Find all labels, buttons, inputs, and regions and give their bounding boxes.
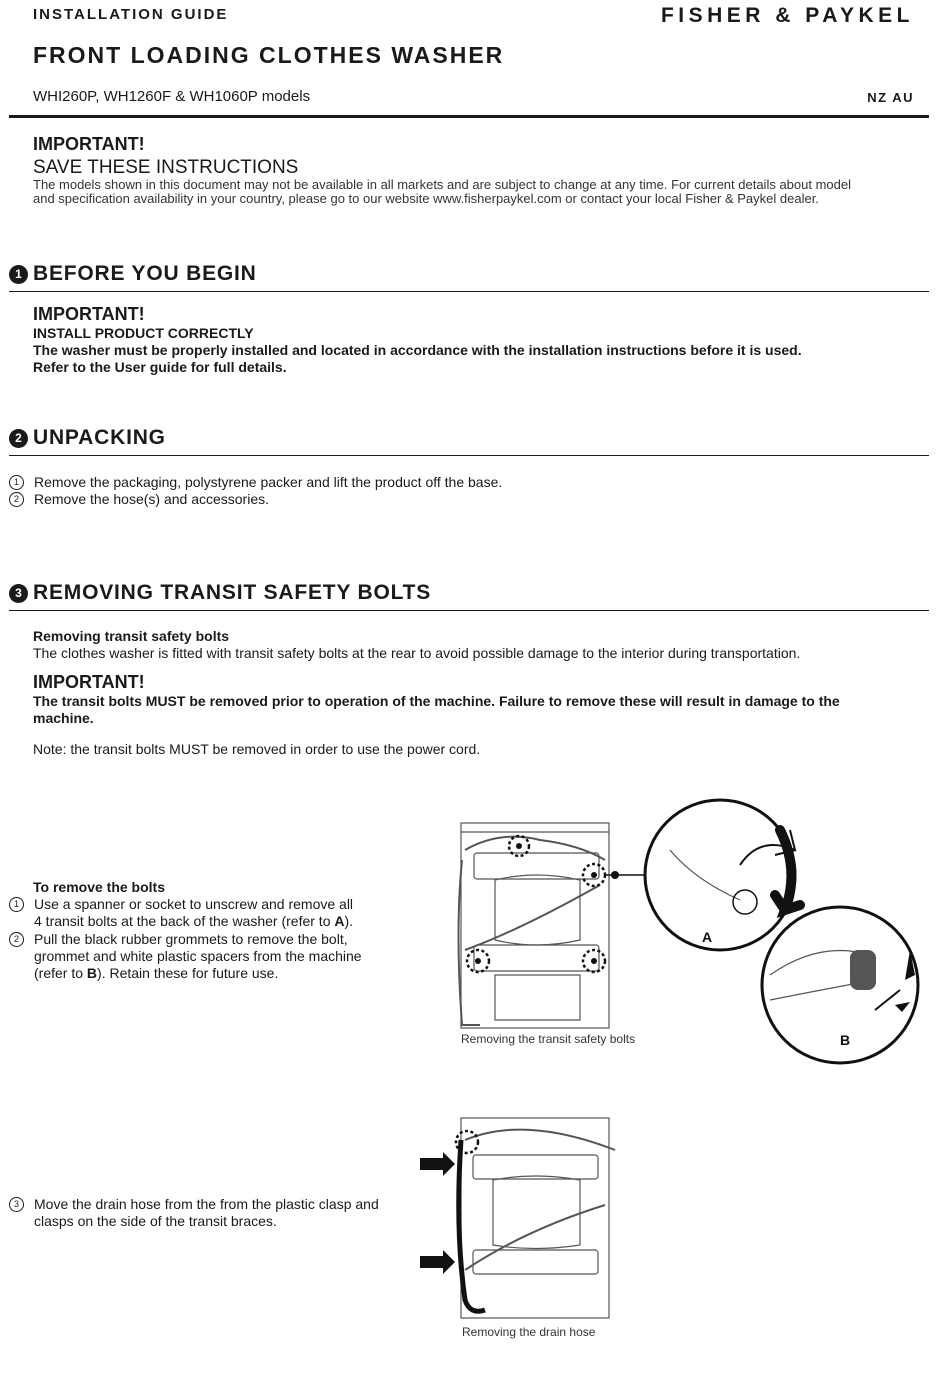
availability-note-line: and specification availability in your country, please go to our website www.fisherpaykel.com or contact your local Fisher & Paykel dealer. (33, 191, 819, 206)
transit-bolts-description: The clothes washer is fitted with transit safety bolts at the rear to avoid possible damage to the interior during transportation. (33, 645, 801, 661)
models-line: WHI260P, WH1260F & WH1060P models (33, 88, 311, 105)
figure-caption: Removing the drain hose (462, 1325, 596, 1339)
step-text: grommet and white plastic spacers from the machine (34, 948, 362, 964)
section-number: 2 (9, 429, 28, 448)
step-text: Remove the hose(s) and accessories. (34, 491, 269, 507)
step-number: 2 (9, 932, 24, 947)
transit-bolts-illustration (440, 790, 945, 1065)
power-cord-note: Note: the transit bolts MUST be removed in order to use the power cord. (33, 741, 481, 757)
list-item (9, 491, 269, 508)
figure-caption: Removing the transit safety bolts (461, 1032, 636, 1046)
availability-note (33, 178, 948, 206)
transit-warning-line: The transit bolts MUST be removed prior to operation of the machine. Failure to remove these will result in damage to the (33, 693, 840, 709)
list-item (9, 931, 362, 982)
brand-logo: FISHER & PAYKEL (660, 4, 914, 27)
header-divider (9, 115, 929, 118)
section-divider (9, 610, 929, 611)
section-number: 3 (9, 584, 28, 603)
remove-bolts-heading: To remove the bolts (33, 879, 165, 895)
step-text: Move the drain hose from the from the plastic clasp and (34, 1196, 379, 1212)
guide-label: INSTALLATION GUIDE (33, 6, 229, 23)
step-number: 2 (9, 492, 24, 507)
section-before-you-begin (9, 262, 257, 286)
intro-important: IMPORTANT! (33, 134, 145, 154)
section-number: 1 (9, 265, 28, 284)
section-title: REMOVING TRANSIT SAFETY BOLTS (33, 581, 432, 604)
step-number: 1 (9, 897, 24, 912)
section3-important: IMPORTANT! (33, 672, 145, 692)
save-instructions: SAVE THESE INSTRUCTIONS (33, 157, 299, 178)
install-correctly-heading: INSTALL PRODUCT CORRECTLY (33, 325, 254, 341)
transit-bolts-subheading: Removing transit safety bolts (33, 628, 230, 644)
list-item (9, 896, 353, 930)
section-title: BEFORE YOU BEGIN (33, 262, 257, 285)
step-text: Use a spanner or socket to unscrew and remove all (34, 896, 354, 912)
user-guide-reference: Refer to the User guide for full details. (33, 359, 287, 375)
step-text-line: (refer to B). Retain these for future use. (34, 965, 279, 981)
step-number: 1 (9, 475, 24, 490)
section-unpacking (9, 426, 166, 450)
step-number: 3 (9, 1197, 24, 1212)
section-divider (9, 455, 929, 456)
section1-important: IMPORTANT! (33, 304, 145, 324)
section-divider (9, 291, 929, 292)
section-transit-bolts (9, 581, 431, 605)
list-item (9, 1196, 379, 1230)
label-a: A (702, 929, 713, 945)
step-text: Pull the black rubber grommets to remove the bolt, (34, 931, 348, 947)
section-title: UNPACKING (33, 426, 166, 449)
page-title: FRONT LOADING CLOTHES WASHER (33, 42, 505, 68)
drain-hose-illustration (415, 1110, 635, 1320)
install-instruction: The washer must be properly installed and located in accordance with the installation instructions before it is used. (33, 342, 802, 358)
region-label: NZ AU (867, 90, 914, 105)
availability-note-line: The models shown in this document may not be available in all markets and are subject to change at any time. For current details about model (33, 177, 851, 192)
step-text-line: 4 transit bolts at the back of the washer (refer to A). (34, 913, 354, 929)
list-item (9, 474, 502, 491)
step-text: Remove the packaging, polystyrene packer and lift the product off the base. (34, 474, 503, 490)
step-text: clasps on the side of the transit braces. (34, 1213, 277, 1229)
transit-warning-line: machine. (33, 710, 94, 726)
label-b: B (840, 1032, 851, 1048)
